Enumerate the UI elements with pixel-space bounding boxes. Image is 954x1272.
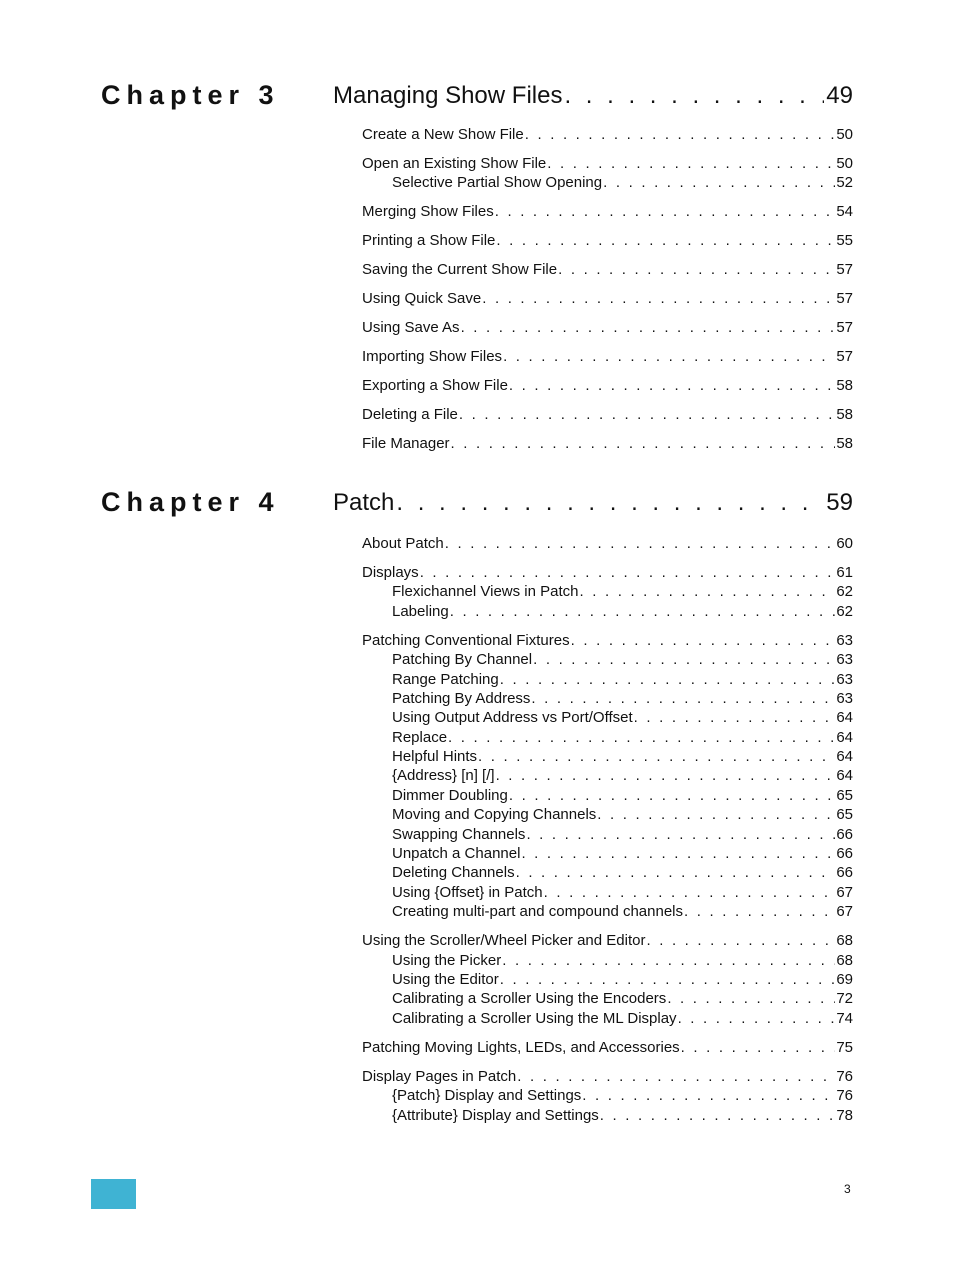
leader-dots <box>681 1038 836 1057</box>
toc-entry[interactable] <box>392 728 853 747</box>
group-gap <box>333 1057 853 1067</box>
toc-entries <box>333 521 853 1125</box>
toc-entry-text: Printing a Show File <box>362 232 496 250</box>
toc-entry[interactable] <box>362 405 853 424</box>
leader-dots <box>580 582 836 601</box>
toc-entry-text: {Attribute} Display and Settings <box>392 1106 599 1124</box>
toc-entry-page: 72 <box>836 990 853 1008</box>
chapter-3-label: Chapter 3 <box>101 80 280 110</box>
toc-entry-text: Using {Offset} in Patch <box>392 883 543 901</box>
toc-entry-page: 64 <box>836 767 853 785</box>
toc-entry[interactable] <box>362 289 853 308</box>
toc-entry[interactable] <box>392 708 853 727</box>
leader-dots <box>603 173 835 192</box>
toc-entry[interactable] <box>392 825 853 844</box>
toc-entry-page: 57 <box>836 319 853 337</box>
group-gap <box>333 251 853 261</box>
toc-entry-text: Deleting Channels <box>392 864 515 882</box>
leader-dots <box>448 728 835 747</box>
toc-entry-page: 57 <box>836 261 853 279</box>
toc-entry-text: Swapping Channels <box>392 825 526 843</box>
leader-dots <box>500 670 836 689</box>
toc-entry[interactable] <box>362 202 853 221</box>
toc-entry-text: Using Output Address vs Port/Offset <box>392 709 633 727</box>
leader-dots <box>582 1086 835 1105</box>
group-gap <box>333 922 853 932</box>
toc-entry-page: 63 <box>836 631 853 649</box>
group-gap <box>333 193 853 203</box>
toc-entry-page: 55 <box>836 232 853 250</box>
toc-entry[interactable] <box>392 805 853 824</box>
toc-entry-text: Range Patching <box>392 670 499 688</box>
toc-entry-page: 58 <box>836 406 853 424</box>
leader-dots <box>564 82 824 110</box>
leader-dots <box>571 631 836 650</box>
toc-entry-text: Calibrating a Scroller Using the ML Display <box>392 1009 677 1027</box>
toc-entry[interactable] <box>392 863 853 882</box>
toc-entry[interactable] <box>362 1067 853 1086</box>
toc-entry[interactable] <box>362 631 853 650</box>
toc-entry-page: 65 <box>836 806 853 824</box>
toc-entry[interactable] <box>392 173 853 192</box>
toc-entry[interactable] <box>362 534 853 553</box>
toc-entry[interactable] <box>362 260 853 279</box>
toc-entry-page: 50 <box>836 126 853 143</box>
leader-dots <box>544 883 836 902</box>
leader-dots <box>526 825 835 844</box>
toc-entry-page: 62 <box>836 602 853 620</box>
toc-entry-text: Displays <box>362 563 419 581</box>
toc-entry[interactable] <box>362 931 853 950</box>
toc-entry[interactable] <box>362 231 853 250</box>
leader-dots <box>634 708 836 727</box>
toc-entry-page: 57 <box>836 348 853 366</box>
leader-dots <box>450 602 836 621</box>
toc-entry-text: {Patch} Display and Settings <box>392 1087 582 1105</box>
toc-entry-page: 66 <box>836 845 853 863</box>
toc-entry-text: Selective Partial Show Opening <box>392 174 603 192</box>
toc-entry-text: Calibrating a Scroller Using the Encoders <box>392 990 667 1008</box>
toc-entry-text: Replace <box>392 728 448 746</box>
toc-entry-page: 67 <box>836 903 853 921</box>
toc-entry-page: 65 <box>836 786 853 804</box>
leader-dots <box>525 125 836 144</box>
leader-dots <box>482 289 835 308</box>
toc-entry-text: Helpful Hints <box>392 748 478 766</box>
leader-dots <box>496 766 836 785</box>
leader-dots <box>502 951 835 970</box>
toc-entry-page: 66 <box>836 864 853 882</box>
toc-entry[interactable] <box>392 989 853 1008</box>
leader-dots <box>420 563 836 582</box>
toc-entry[interactable] <box>362 125 853 144</box>
toc-entry-text: Importing Show Files <box>362 348 503 366</box>
toc-entry[interactable] <box>392 844 853 863</box>
toc-entry[interactable] <box>392 689 853 708</box>
leader-dots <box>516 863 836 882</box>
group-gap <box>333 553 853 563</box>
toc-entry-text: Flexichannel Views in Patch <box>392 583 579 601</box>
toc-entry[interactable] <box>392 766 853 785</box>
leader-dots <box>678 1009 836 1028</box>
toc-entry[interactable] <box>392 602 853 621</box>
leader-dots <box>451 434 836 453</box>
toc-entry-text: Saving the Current Show File <box>362 261 558 279</box>
toc-entry-text: Using Quick Save <box>362 290 482 308</box>
toc-entry[interactable] <box>392 582 853 601</box>
toc-entry[interactable] <box>392 1009 853 1028</box>
group-gap <box>333 1028 853 1038</box>
leader-dots <box>461 318 836 337</box>
leader-dots <box>558 260 835 279</box>
toc-entry-page: 58 <box>836 377 853 395</box>
toc-entry-text: Exporting a Show File <box>362 377 508 395</box>
group-gap <box>333 425 853 435</box>
toc-entry[interactable] <box>392 747 853 766</box>
toc-entry-page: 69 <box>836 970 853 988</box>
leader-dots <box>600 1106 836 1125</box>
page-number: 3 <box>844 1182 851 1196</box>
toc-entry[interactable] <box>392 951 853 970</box>
chapter-4-block <box>333 489 853 1125</box>
chapter-title-text: Managing Show Files <box>333 82 563 109</box>
toc-entry-page: 76 <box>836 1087 853 1105</box>
leader-dots <box>667 989 835 1008</box>
toc-entry-page: 64 <box>836 709 853 727</box>
toc-entry-page: 52 <box>836 174 853 192</box>
toc-entry-page: 50 <box>836 154 853 172</box>
leader-dots <box>396 489 824 517</box>
group-gap <box>333 222 853 232</box>
toc-entry[interactable] <box>392 883 853 902</box>
toc-entry[interactable] <box>362 318 853 337</box>
chapter-title-text: Patch <box>333 489 395 516</box>
group-gap <box>333 280 853 290</box>
leader-dots <box>503 347 835 366</box>
leader-dots <box>547 154 835 173</box>
toc-entry-text: Labeling <box>392 602 449 620</box>
toc-entries <box>333 114 853 454</box>
toc-entry-text: Patching Conventional Fixtures <box>362 631 570 649</box>
toc-entry-text: About Patch <box>362 535 444 552</box>
leader-dots <box>684 902 835 921</box>
toc-entry-page: 62 <box>836 583 853 601</box>
toc-entry-page: 64 <box>836 748 853 766</box>
toc-entry-page: 64 <box>836 728 853 746</box>
chapter-page: 49 <box>826 82 853 109</box>
toc-entry[interactable] <box>362 563 853 582</box>
toc-entry-page: 57 <box>836 290 853 308</box>
toc-entry[interactable] <box>362 1038 853 1057</box>
toc-entry-page: 63 <box>836 670 853 688</box>
chapter-title <box>333 82 853 114</box>
toc-entry-text: Deleting a File <box>362 406 458 424</box>
group-gap <box>333 309 853 319</box>
leader-dots <box>509 376 835 395</box>
chapter-page: 59 <box>826 489 853 516</box>
toc-entry[interactable] <box>362 434 853 453</box>
toc-entry-page: 68 <box>836 951 853 969</box>
chapter-4-label: Chapter 4 <box>101 487 280 517</box>
leader-dots <box>521 844 835 863</box>
toc-entry-text: Display Pages in Patch <box>362 1067 517 1085</box>
leader-dots <box>459 405 835 424</box>
toc-entry-text: Using the Editor <box>392 970 499 988</box>
leader-dots <box>496 231 835 250</box>
toc-entry-text: Creating multi-part and compound channels <box>392 903 683 921</box>
toc-entry-text: File Manager <box>362 435 450 453</box>
chapter-3-block <box>333 82 853 454</box>
group-gap <box>333 396 853 406</box>
leader-dots <box>478 747 835 766</box>
toc-entry-text: Patching By Address <box>392 689 531 707</box>
toc-entry[interactable] <box>362 376 853 395</box>
toc-entry-page: 60 <box>836 535 853 552</box>
leader-dots <box>495 202 836 221</box>
toc-entry-page: 75 <box>836 1038 853 1056</box>
toc-entry-page: 63 <box>836 689 853 707</box>
leader-dots <box>531 689 835 708</box>
toc-entry-page: 61 <box>836 563 853 581</box>
toc-entry[interactable] <box>392 650 853 669</box>
toc-entry-text: Create a New Show File <box>362 126 524 143</box>
toc-entry-text: Using Save As <box>362 319 460 337</box>
toc-entry-page: 54 <box>836 203 853 221</box>
leader-dots <box>517 1067 835 1086</box>
leader-dots <box>445 534 836 553</box>
toc-entry[interactable] <box>362 347 853 366</box>
group-gap <box>333 144 853 154</box>
toc-entry-text: Using the Scroller/Wheel Picker and Editor <box>362 932 646 950</box>
group-gap <box>333 338 853 348</box>
toc-entry-text: Merging Show Files <box>362 203 494 221</box>
toc-entry[interactable] <box>362 154 853 173</box>
toc-entry[interactable] <box>392 902 853 921</box>
leader-dots <box>597 805 835 824</box>
toc-entry-text: Dimmer Doubling <box>392 786 508 804</box>
toc-entry-text: {Address} [n] [/] <box>392 767 495 785</box>
leader-dots <box>646 931 835 950</box>
group-gap <box>333 367 853 377</box>
toc-entry-text: Patching By Channel <box>392 651 533 669</box>
toc-entry[interactable] <box>392 970 853 989</box>
toc-entry-text: Unpatch a Channel <box>392 845 521 863</box>
leader-dots <box>509 786 835 805</box>
toc-entry-page: 63 <box>836 651 853 669</box>
toc-entry-page: 68 <box>836 932 853 950</box>
toc-entry[interactable] <box>392 1106 853 1125</box>
toc-entry-page: 76 <box>836 1067 853 1085</box>
toc-entry-page: 74 <box>836 1009 853 1027</box>
toc-entry-page: 58 <box>836 435 853 453</box>
toc-entry-text: Patching Moving Lights, LEDs, and Accessories <box>362 1038 680 1056</box>
toc-entry[interactable] <box>392 670 853 689</box>
toc-entry-page: 67 <box>836 883 853 901</box>
toc-entry-page: 66 <box>836 825 853 843</box>
leader-dots <box>533 650 835 669</box>
toc-entry[interactable] <box>392 786 853 805</box>
toc-entry-text: Open an Existing Show File <box>362 154 547 172</box>
toc-entry-text: Moving and Copying Channels <box>392 806 597 824</box>
toc-entry[interactable] <box>392 1086 853 1105</box>
blue-tab <box>91 1179 136 1209</box>
group-gap <box>333 621 853 631</box>
chapter-title <box>333 489 853 521</box>
toc-entry-page: 78 <box>836 1106 853 1124</box>
leader-dots <box>500 970 836 989</box>
toc-entry-text: Using the Picker <box>392 951 502 969</box>
